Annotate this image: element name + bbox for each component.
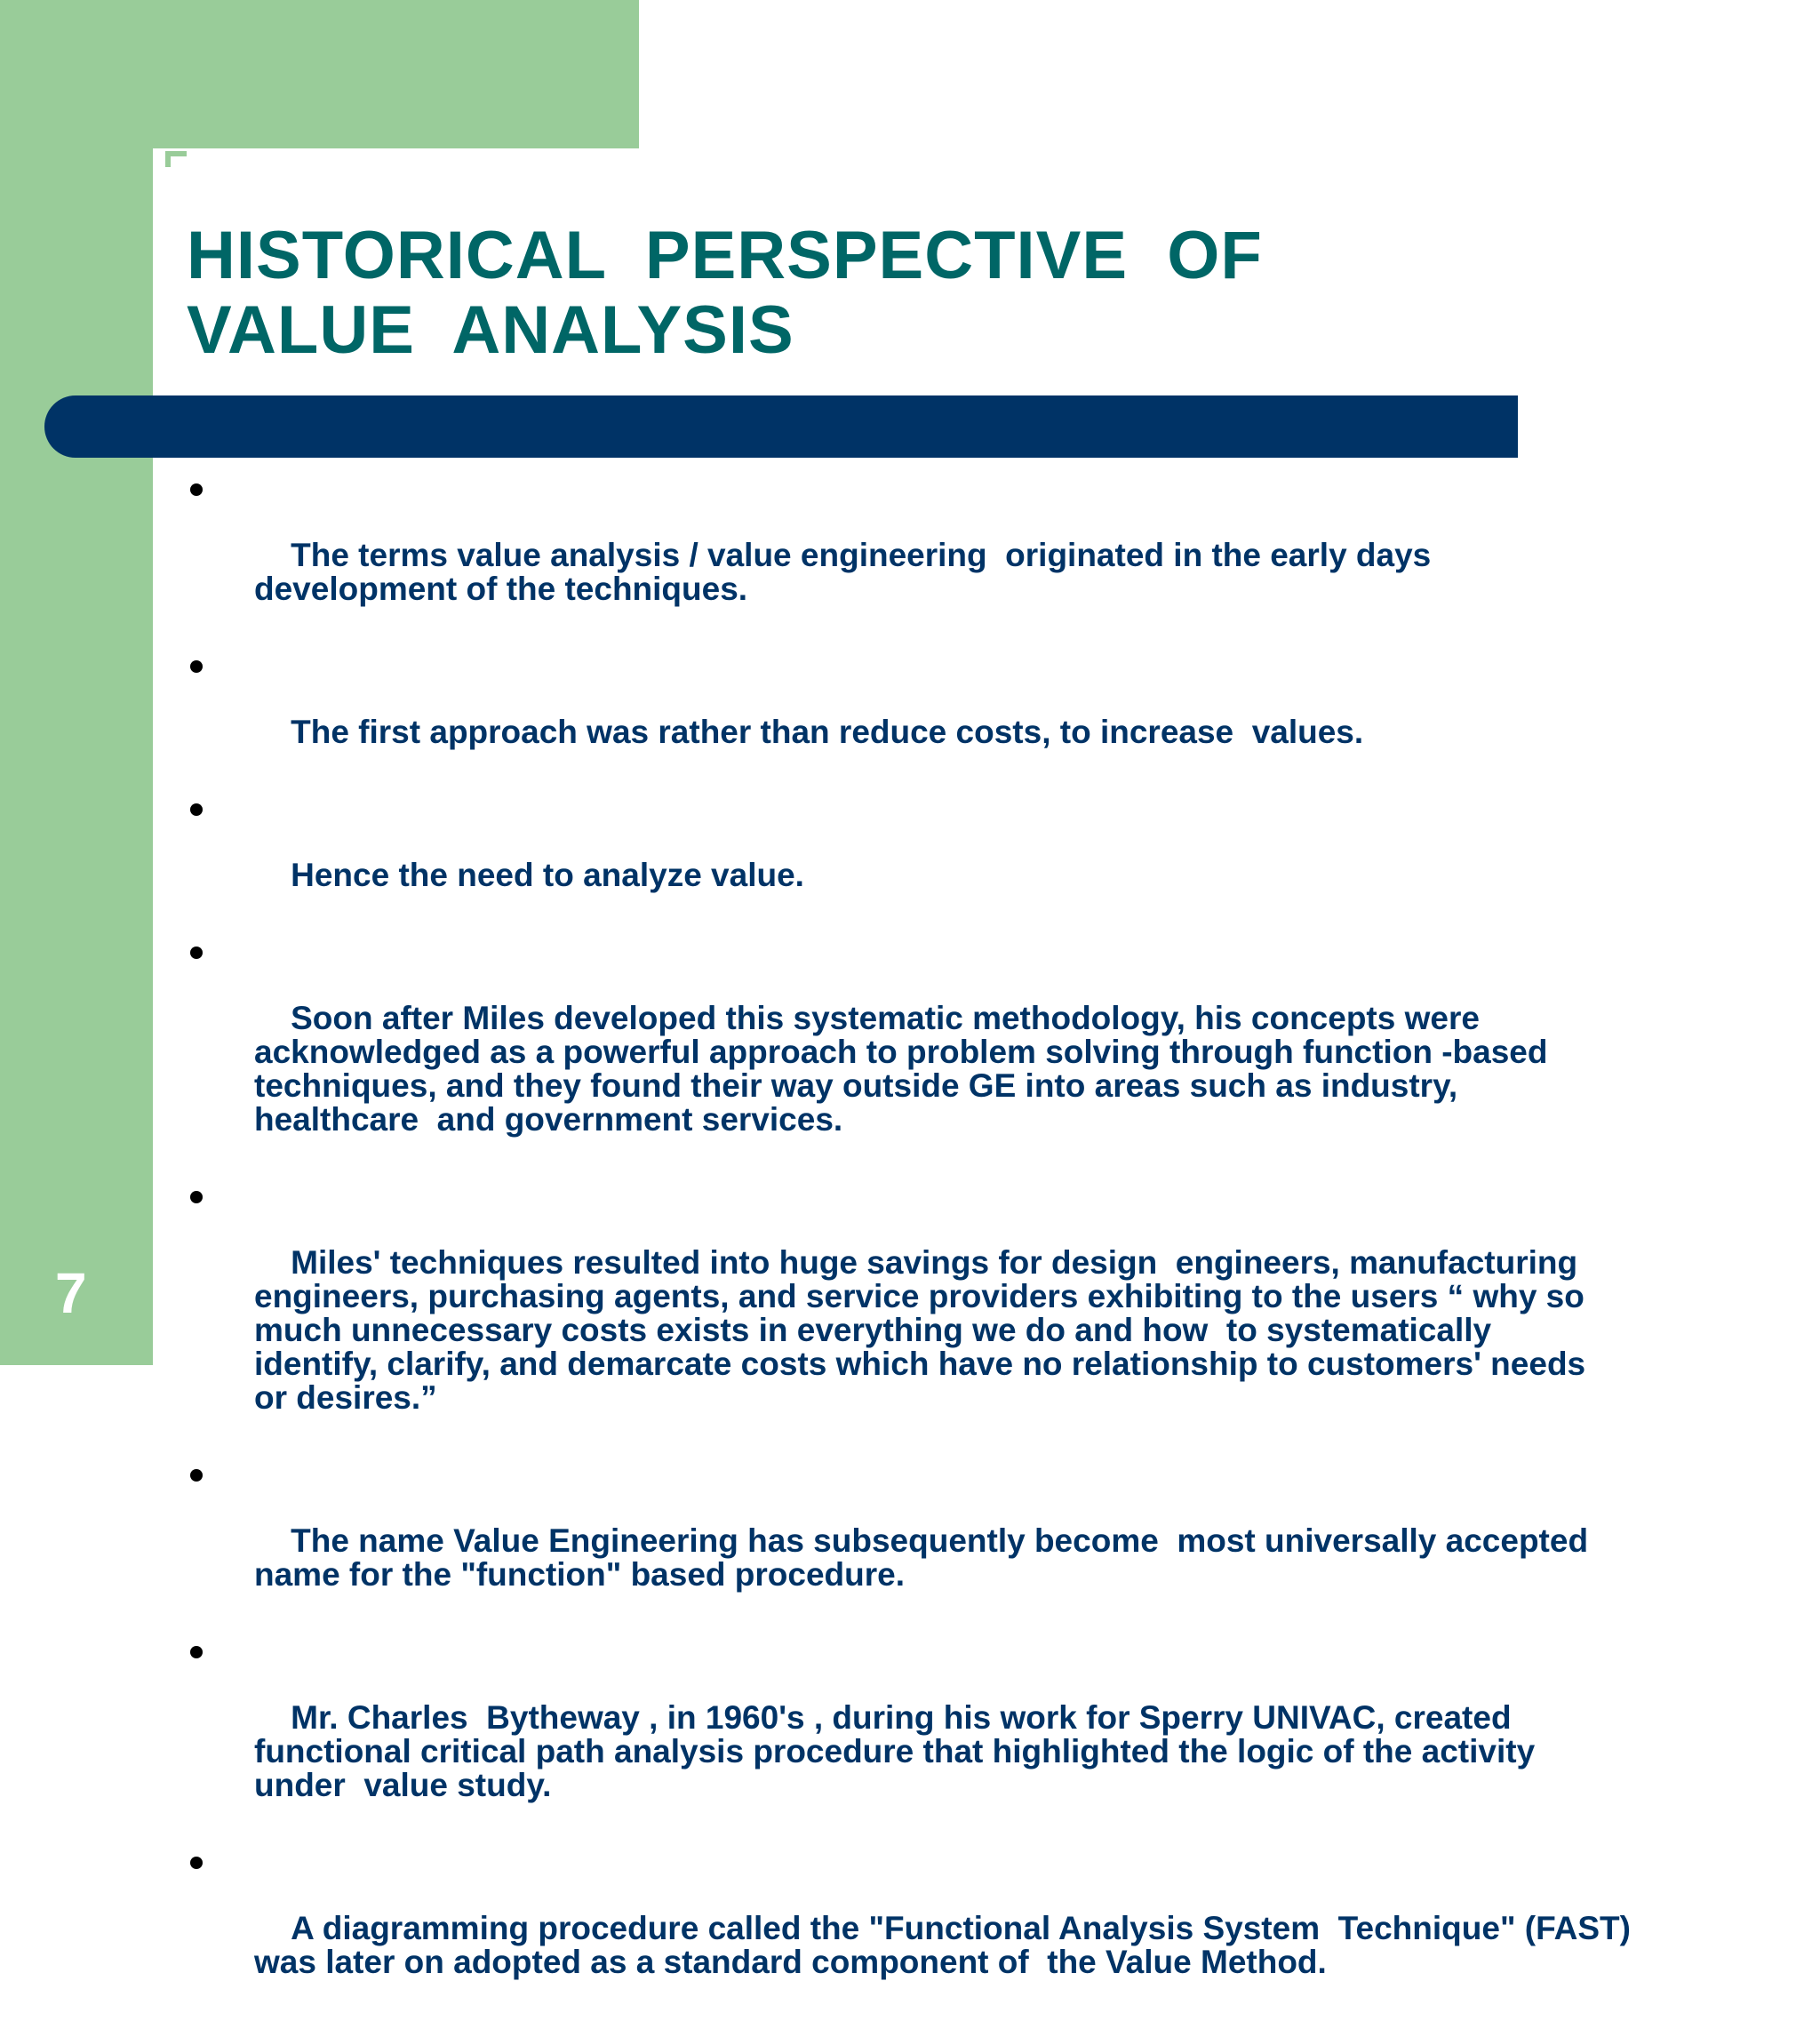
top-band — [0, 0, 639, 148]
bullet-text: The name Value Engineering has subsequently become most universally accepted name for the "function" based procedure. — [254, 1522, 1589, 1593]
bullet-item — [183, 1457, 1729, 1626]
bullet-list — [183, 471, 1729, 2021]
bullet-dot-icon — [190, 1191, 203, 1203]
bullet-text: The first approach was rather than reduce costs, to increase values. — [291, 714, 1364, 750]
bullet-dot-icon — [190, 660, 203, 673]
bullet-text: Soon after Miles developed this systematic methodology, his concepts were acknowledged as a powerful approach to problem solving through function -based techniques, and they found their way outside GE into areas such as industry, healthcare and government services. — [254, 1000, 1548, 1138]
bullet-item — [183, 1178, 1729, 1449]
bullet-dot-icon — [190, 483, 203, 496]
bullet-item — [183, 934, 1729, 1170]
slide-title: HISTORICAL PERSPECTIVE OF VALUE ANALYSIS — [187, 218, 1263, 368]
slide-number: 7 — [55, 1261, 87, 1325]
bullet-text: Hence the need to analyze value. — [291, 857, 804, 893]
side-band — [0, 0, 153, 1365]
bullet-dot-icon — [190, 947, 203, 959]
bullet-item — [183, 1634, 1729, 1836]
bullet-dot-icon — [190, 1646, 203, 1658]
bullet-dot-icon — [190, 803, 203, 816]
title-rule-bar — [44, 395, 1518, 458]
bullet-item — [183, 791, 1729, 926]
bullet-dot-icon — [190, 1857, 203, 1869]
bullet-text: The terms value analysis / value engineering originated in the early days development of the techniques. — [254, 537, 1432, 607]
bullet-text: Miles' techniques resulted into huge savings for design engineers, manufacturing engineers, purchasing agents, and service providers exhibiting to the users “ why so much unnecessary costs exists in everything we do and how to systematically identify, clarify, and demarcate costs which have no relationship to customers' needs or desires.” — [254, 1244, 1586, 1416]
bullet-item — [183, 471, 1729, 640]
bullet-item — [183, 648, 1729, 783]
bullet-dot-icon — [190, 1469, 203, 1482]
bullet-item — [183, 1844, 1729, 2013]
bullet-text: A diagramming procedure called the "Functional Analysis System Technique" (FAST) was later on adopted as a standard component of the Value Method. — [254, 1910, 1631, 1980]
bullet-text: Mr. Charles Bytheway , in 1960's , during his work for Sperry UNIVAC, created functional critical path analysis procedure that highlighted the logic of the activity under value study. — [254, 1699, 1536, 1803]
panel-corner-mark — [165, 151, 187, 167]
